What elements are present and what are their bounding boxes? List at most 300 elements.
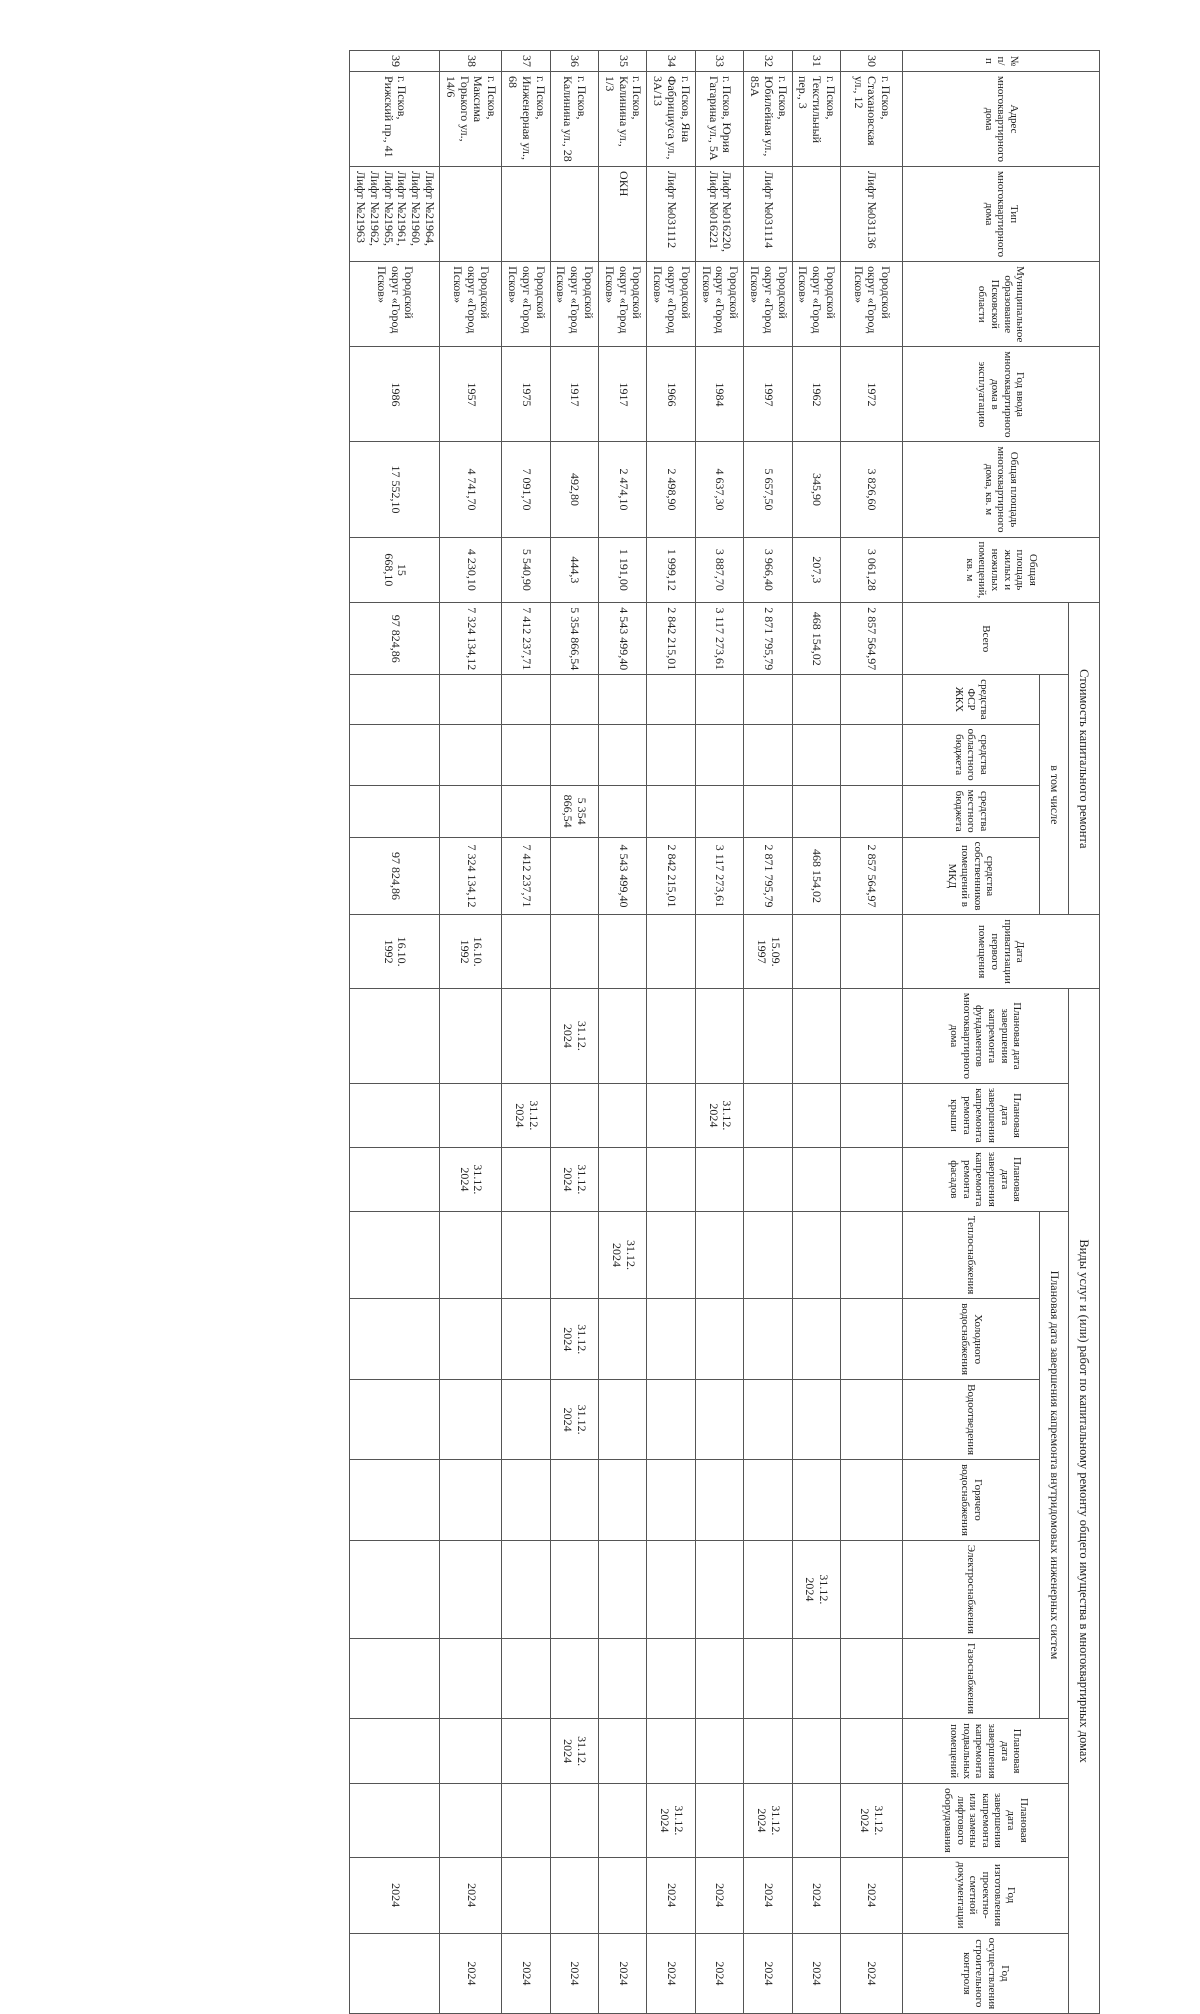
header-premises-area: Общая площадь жилых и нежилых помещений, кв. м [903,537,1100,603]
cell-no: 31 [792,51,840,72]
cell-fund [599,675,647,724]
cell-facade [792,1147,840,1211]
cell-privatization: 16.10. 1992 [350,915,440,989]
cell-no: 37 [502,51,550,72]
cell-municipality: Городской округ «Город Псков» [599,262,647,347]
header-engineering-group: Плановая дата завершения капремонта внутридомовых инженерных систем [1040,1211,1069,1718]
cell-fund [350,675,440,724]
cell-total: 7 412 237,71 [502,603,550,675]
cell-regional [350,724,440,785]
cell-total-area: 17 552,10 [350,442,440,537]
header-privatization-date: Дата приватизации первого помещения [903,915,1100,989]
header-sewerage: Водоотведения [903,1380,1040,1460]
cell-basement: 31.12. 2024 [550,1719,598,1784]
cell-local [647,785,695,837]
cell-electric [550,1540,598,1638]
table-row [841,51,903,2014]
cell-elevator [792,1784,840,1858]
cell-regional [744,724,792,785]
cell-total-area: 345,90 [792,442,840,537]
cell-heat [744,1211,792,1298]
cell-control-year: 2024 [502,1933,550,2014]
header-design-year: Год изготовления проектно-сметной документации [903,1857,1069,1933]
cell-roof [350,1083,440,1147]
cell-foundation [440,988,502,1083]
cell-total: 4 543 499,40 [599,603,647,675]
cell-fund [550,675,598,724]
cell-total: 5 354 866,54 [550,603,598,675]
header-cost-including: в том числе [1040,675,1069,915]
cell-sewer [440,1380,502,1460]
cell-total-area: 3 826,60 [841,442,903,537]
table-row [440,51,502,2014]
cell-local [695,785,743,837]
cell-gas [350,1638,440,1718]
cell-owners: 2 857 564,97 [841,837,903,915]
cell-control-year [350,1933,440,2014]
cell-gas [550,1638,598,1718]
cell-fund [792,675,840,724]
cell-total-area: 2 474,10 [599,442,647,537]
cell-premises-area: 3 061,28 [841,537,903,603]
table-row [647,51,695,2014]
cell-cold [647,1299,695,1380]
cell-type [440,167,502,262]
cell-fund [841,675,903,724]
cell-privatization [841,915,903,989]
cell-elevator: 31.12. 2024 [841,1784,903,1858]
header-facade: Плановая дата завершения капремонта ремонта фасадов [903,1147,1069,1211]
table-row [599,51,647,2014]
cell-hot [647,1460,695,1541]
header-basement: Плановая дата завершения капремонта подвальных помещений [903,1719,1069,1784]
header-year-built: Год ввода многоквартирного дома в эксплуатацию [903,347,1100,442]
cell-total: 2 842 215,01 [647,603,695,675]
cell-roof [599,1083,647,1147]
cell-total-area: 2 498,90 [647,442,695,537]
cell-year-built: 1984 [695,347,743,442]
cell-roof [550,1083,598,1147]
cell-local [841,785,903,837]
cell-total-area: 4 637,30 [695,442,743,537]
cell-electric [647,1540,695,1638]
cell-year-built: 1997 [744,347,792,442]
cell-no: 38 [440,51,502,72]
cell-year-built: 1917 [599,347,647,442]
cell-regional [502,724,550,785]
header-fund: средства ФСР ЖКХ [903,675,1040,724]
cell-owners: 7 412 237,71 [502,837,550,915]
cell-address: г. Псков, Юбилейная ул., 85А [744,72,792,167]
cell-privatization: 15.09. 1997 [744,915,792,989]
cell-design-year: 2024 [350,1857,440,1933]
cell-address: г. Псков, Калинина ул., 1/3 [599,72,647,167]
header-local-budget: средства местного бюджета [903,785,1040,837]
cell-electric: 31.12. 2024 [792,1540,840,1638]
cell-address: г. Псков, Текстильный пер., 3 [792,72,840,167]
cell-total: 2 871 795,79 [744,603,792,675]
cell-address: г. Псков, Яна Фабрициуса ул., 3А/13 [647,72,695,167]
cell-elevator [440,1784,502,1858]
cell-hot [695,1460,743,1541]
cell-sewer: 31.12. 2024 [550,1380,598,1460]
cell-control-year: 2024 [744,1933,792,2014]
cell-municipality: Городской округ «Город Псков» [647,262,695,347]
cell-foundation [744,988,792,1083]
cell-premises-area: 207,3 [792,537,840,603]
cell-fund [647,675,695,724]
register-body [350,51,903,2014]
cell-heat [550,1211,598,1298]
cell-foundation [841,988,903,1083]
cell-type: ОКН [599,167,647,262]
cell-facade [350,1147,440,1211]
cell-local [792,785,840,837]
cell-privatization [695,915,743,989]
cell-hot [599,1460,647,1541]
cell-regional [841,724,903,785]
cell-gas [502,1638,550,1718]
cell-electric [502,1540,550,1638]
header-owners-funds: средства собственников помещений в МКД [903,837,1040,915]
header-cost-group: Стоимость капитального ремонта [1069,603,1100,915]
cell-fund [695,675,743,724]
cell-elevator: 31.12. 2024 [647,1784,695,1858]
cell-design-year: 2024 [744,1857,792,1933]
cell-regional [440,724,502,785]
cell-foundation [647,988,695,1083]
cell-total: 2 857 564,97 [841,603,903,675]
cell-type: Лифт №031114 [744,167,792,262]
cell-elevator [350,1784,440,1858]
header-number: № п/п [903,51,1100,72]
cell-owners: 97 824,86 [350,837,440,915]
cell-basement [744,1719,792,1784]
header-total-area: Общая площадь многоквартирного дома, кв. м [903,442,1100,537]
cell-municipality: Городской округ «Город Псков» [350,262,440,347]
cell-no: 39 [350,51,440,72]
cell-sewer [350,1380,440,1460]
cell-roof: 31.12. 2024 [502,1083,550,1147]
cell-cold [350,1299,440,1380]
header-works-group: Виды услуг и (или) работ по капитальному ремонту общего имущества в многоквартирных домах [1069,988,1100,2013]
cell-heat [350,1211,440,1298]
cell-regional [550,724,598,785]
cell-design-year: 2024 [695,1857,743,1933]
cell-electric [440,1540,502,1638]
cell-gas [440,1638,502,1718]
cell-premises-area: 15 668,10 [350,537,440,603]
cell-municipality: Городской округ «Город Псков» [550,262,598,347]
cell-no: 33 [695,51,743,72]
cell-facade [502,1147,550,1211]
cell-premises-area: 444,3 [550,537,598,603]
cell-elevator [550,1784,598,1858]
cell-year-built: 1917 [550,347,598,442]
cell-owners: 4 543 499,40 [599,837,647,915]
cell-total-area: 492,80 [550,442,598,537]
cell-roof: 31.12. 2024 [695,1083,743,1147]
cell-roof [841,1083,903,1147]
header-control-year: Год осуществления строительного контроля [903,1933,1069,2014]
cell-elevator: 31.12. 2024 [744,1784,792,1858]
cell-type [550,167,598,262]
cell-electric [599,1540,647,1638]
cell-privatization [647,915,695,989]
cell-facade: 31.12. 2024 [440,1147,502,1211]
cell-sewer [841,1380,903,1460]
cell-basement [695,1719,743,1784]
cell-premises-area: 3 966,40 [744,537,792,603]
header-gas: Газоснабжения [903,1638,1040,1718]
cell-cold [841,1299,903,1380]
cell-year-built: 1972 [841,347,903,442]
cell-local [440,785,502,837]
table-row [695,51,743,2014]
cell-premises-area: 3 887,70 [695,537,743,603]
cell-year-built: 1986 [350,347,440,442]
cell-sewer [695,1380,743,1460]
cell-electric [695,1540,743,1638]
cell-sewer [792,1380,840,1460]
cell-gas [841,1638,903,1718]
cell-year-built: 1962 [792,347,840,442]
header-foundation: Плановая дата завершения капремонта фундаментов многоквартирного дома [903,988,1069,1083]
cell-control-year: 2024 [647,1933,695,2014]
cell-control-year: 2024 [841,1933,903,2014]
header-address: Адрес многоквартирного дома [903,72,1100,167]
cell-heat [502,1211,550,1298]
cell-elevator [695,1784,743,1858]
cell-owners: 7 324 134,12 [440,837,502,915]
cell-municipality: Городской округ «Город Псков» [695,262,743,347]
cell-municipality: Городской округ «Город Псков» [440,262,502,347]
cell-heat [647,1211,695,1298]
cell-hot [550,1460,598,1541]
cell-fund [744,675,792,724]
cell-design-year: 2024 [440,1857,502,1933]
cell-facade [695,1147,743,1211]
cell-type: Лифт №21964, Лифт №21960, Лифт №21961, Лифт №21965, Лифт №21962, Лифт №21963 [350,167,440,262]
cell-cold [502,1299,550,1380]
header-regional-budget: средства областного бюджета [903,724,1040,785]
cell-basement [350,1719,440,1784]
cell-address: г. Псков, Максима Горького ул., 14/6 [440,72,502,167]
cell-basement [440,1719,502,1784]
cell-address: г. Псков, Калинина ул., 28 [550,72,598,167]
cell-regional [792,724,840,785]
cell-cold [440,1299,502,1380]
cell-no: 35 [599,51,647,72]
cell-gas [792,1638,840,1718]
cell-owners [550,837,598,915]
header-hot-water: Горячего водоснабжения [903,1460,1040,1541]
cell-cold: 31.12. 2024 [550,1299,598,1380]
cell-no: 32 [744,51,792,72]
cell-basement [841,1719,903,1784]
cell-no: 34 [647,51,695,72]
cell-regional [647,724,695,785]
cell-fund [502,675,550,724]
cell-total: 468 154,02 [792,603,840,675]
cell-facade [841,1147,903,1211]
cell-owners: 468 154,02 [792,837,840,915]
cell-facade [744,1147,792,1211]
capital-repair-register-table [349,50,1100,2014]
cell-total: 3 117 273,61 [695,603,743,675]
cell-municipality: Городской округ «Город Псков» [744,262,792,347]
cell-type [792,167,840,262]
cell-design-year: 2024 [792,1857,840,1933]
table-row [350,51,440,2014]
header-electricity: Электроснабжения [903,1540,1040,1638]
cell-total: 97 824,86 [350,603,440,675]
cell-owners: 2 842 215,01 [647,837,695,915]
cell-hot [792,1460,840,1541]
cell-local: 5 354 866,54 [550,785,598,837]
header-cold-water: Холодного водоснабжения [903,1299,1040,1380]
cell-municipality: Городской округ «Город Псков» [502,262,550,347]
header-municipality: Муниципальное образование Псковской области [903,262,1100,347]
cell-total-area: 4 741,70 [440,442,502,537]
cell-address: г. Псков, Рижский пр., 41 [350,72,440,167]
cell-control-year: 2024 [440,1933,502,2014]
cell-type: Лифт №031136 [841,167,903,262]
cell-roof [440,1083,502,1147]
cell-basement [647,1719,695,1784]
cell-cold [695,1299,743,1380]
cell-facade [647,1147,695,1211]
cell-total-area: 7 091,70 [502,442,550,537]
cell-hot [744,1460,792,1541]
cell-electric [841,1540,903,1638]
cell-design-year [502,1857,550,1933]
cell-hot [841,1460,903,1541]
cell-hot [502,1460,550,1541]
cell-local [744,785,792,837]
cell-owners: 2 871 795,79 [744,837,792,915]
cell-privatization [792,915,840,989]
cell-foundation: 31.12. 2024 [550,988,598,1083]
cell-premises-area: 1 191,00 [599,537,647,603]
cell-address: г. Псков, Инженерная ул., 68 [502,72,550,167]
cell-foundation [350,988,440,1083]
cell-privatization [502,915,550,989]
table-row [744,51,792,2014]
cell-roof [792,1083,840,1147]
cell-gas [599,1638,647,1718]
cell-gas [695,1638,743,1718]
header-cost-total: Всего [903,603,1069,675]
cell-roof [647,1083,695,1147]
cell-hot [440,1460,502,1541]
cell-premises-area: 1 999,12 [647,537,695,603]
cell-sewer [744,1380,792,1460]
cell-basement [502,1719,550,1784]
cell-control-year: 2024 [792,1933,840,2014]
cell-facade: 31.12. 2024 [550,1147,598,1211]
cell-design-year [599,1857,647,1933]
cell-premises-area: 4 230,10 [440,537,502,603]
cell-elevator [502,1784,550,1858]
cell-total-area: 5 657,50 [744,442,792,537]
cell-heat [841,1211,903,1298]
cell-design-year [550,1857,598,1933]
cell-local [350,785,440,837]
cell-sewer [502,1380,550,1460]
header-roof: Плановая дата завершения капремонта ремонта крыши [903,1083,1069,1147]
cell-privatization: 16.10. 1992 [440,915,502,989]
cell-electric [350,1540,440,1638]
cell-type [502,167,550,262]
cell-premises-area: 5 540,90 [502,537,550,603]
cell-total: 7 324 134,12 [440,603,502,675]
cell-foundation [792,988,840,1083]
cell-heat: 31.12. 2024 [599,1211,647,1298]
cell-cold [744,1299,792,1380]
cell-elevator [599,1784,647,1858]
cell-municipality: Городской округ «Город Псков» [792,262,840,347]
table-row [550,51,598,2014]
cell-year-built: 1957 [440,347,502,442]
cell-roof [744,1083,792,1147]
cell-local [599,785,647,837]
cell-electric [744,1540,792,1638]
cell-control-year: 2024 [599,1933,647,2014]
cell-cold [599,1299,647,1380]
cell-year-built: 1966 [647,347,695,442]
cell-basement [599,1719,647,1784]
cell-heat [792,1211,840,1298]
cell-no: 30 [841,51,903,72]
table-row [792,51,840,2014]
cell-facade [599,1147,647,1211]
cell-privatization [550,915,598,989]
cell-design-year: 2024 [647,1857,695,1933]
cell-sewer [599,1380,647,1460]
cell-heat [695,1211,743,1298]
cell-sewer [647,1380,695,1460]
cell-heat [440,1211,502,1298]
cell-address: г. Псков, Стахановская ул., 12 [841,72,903,167]
header-heat-supply: Теплоснабжения [903,1211,1040,1298]
cell-basement [792,1719,840,1784]
cell-regional [695,724,743,785]
cell-control-year: 2024 [550,1933,598,2014]
cell-privatization [599,915,647,989]
cell-gas [647,1638,695,1718]
cell-control-year: 2024 [695,1933,743,2014]
cell-address: г. Псков, Юрия Гагарина ул., 5А [695,72,743,167]
cell-no: 36 [550,51,598,72]
cell-regional [599,724,647,785]
cell-foundation [502,988,550,1083]
cell-design-year: 2024 [841,1857,903,1933]
cell-cold [792,1299,840,1380]
cell-local [502,785,550,837]
cell-year-built: 1975 [502,347,550,442]
cell-municipality: Городской округ «Город Псков» [841,262,903,347]
cell-type: Лифт №031112 [647,167,695,262]
cell-foundation [599,988,647,1083]
cell-fund [440,675,502,724]
header-house-type: Тип многоквартирного дома [903,167,1100,262]
cell-hot [350,1460,440,1541]
cell-gas [744,1638,792,1718]
cell-foundation [695,988,743,1083]
header-elevator: Плановая дата завершения капремонта или замены лифтового оборудования [903,1784,1069,1858]
cell-owners: 3 117 273,61 [695,837,743,915]
